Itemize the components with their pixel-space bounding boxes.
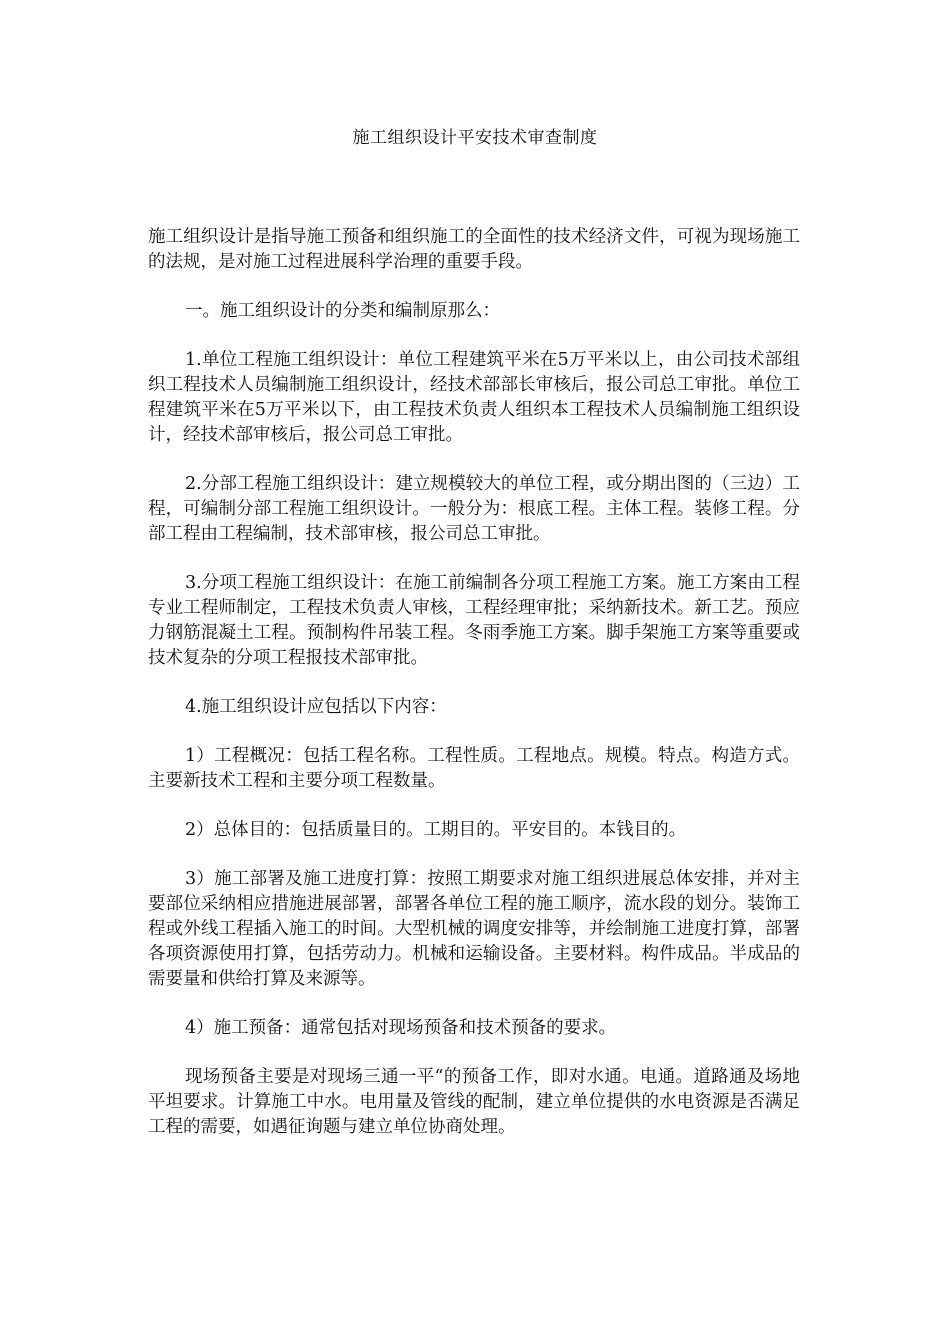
document-title: 施工组织设计平安技术审查制度 (352, 128, 598, 148)
paragraph: 3）施工部署及施工进度打算：按照工期要求对施工组织进展总体安排，并对主要部位采纳相应措施进展部署，部署各单位工程的施工顺序，流水段的划分。装饰工程或外线工程插入施工的时间。大型机械的调度安排等，并绘制施工进度打算，部署各项资源使用打算，包括劳动力。机械和运输设备。主要材料。构件成品。半成品的需要量和供给打算及来源等。 (148, 869, 800, 989)
paragraph: 3.分项工程施工组织设计：在施工前编制各分项工程施工方案。施工方案由工程专业工程师制定，工程技术负责人审核，工程经理审批；采纳新技术。新工艺。预应力钢筋混凝土工程。预制构件吊装工程。冬雨季施工方案。脚手架施工方案等重要或技术复杂的分项工程报技术部审批。 (148, 573, 800, 668)
paragraph: 4.施工组织设计应包括以下内容： (185, 697, 447, 717)
paragraph: 施工组织设计是指导施工预备和组织施工的全面性的技术经济文件，可视为现场施工的法规，是对施工过程进展科学治理的重要手段。 (148, 227, 800, 272)
paragraph: 2）总体目的：包括质量目的。工期目的。平安目的。本钱目的。 (185, 820, 687, 840)
paragraph: 一。施工组织设计的分类和编制原那么： (185, 301, 500, 321)
paragraph: 2.分部工程施工组织设计：建立规模较大的单位工程，或分期出图的（三边）工程，可编制分部工程施工组织设计。一般分为：根底工程。主体工程。装修工程。分部工程由工程编制，技术部审核，报公司总工审批。 (148, 474, 800, 544)
paragraph: 1.单位工程施工组织设计：单位工程建筑平米在5万平米以上，由公司技术部组织工程技术人员编制施工组织设计，经技术部部长审核后，报公司总工审批。单位工程建筑平米在5万平米以下，由工程技术负责人组织本工程技术人员编制施工组织设计，经技术部审核后，报公司总工审批。 (148, 350, 800, 445)
paragraph: 4）施工预备：通常包括对现场预备和技术预备的要求。 (185, 1018, 617, 1038)
document-body (148, 225, 800, 1164)
paragraph: 现场预备主要是对现场三通一平“的预备工作，即对水通。电通。道路通及场地平坦要求。计算施工中水。电用量及管线的配制，建立单位提供的水电资源是否满足工程的需要，如遇征询题与建立单位协商处理。 (148, 1067, 800, 1137)
paragraph: 1）工程概况：包括工程名称。工程性质。工程地点。规模。特点。构造方式。主要新技术工程和主要分项工程数量。 (148, 746, 800, 791)
